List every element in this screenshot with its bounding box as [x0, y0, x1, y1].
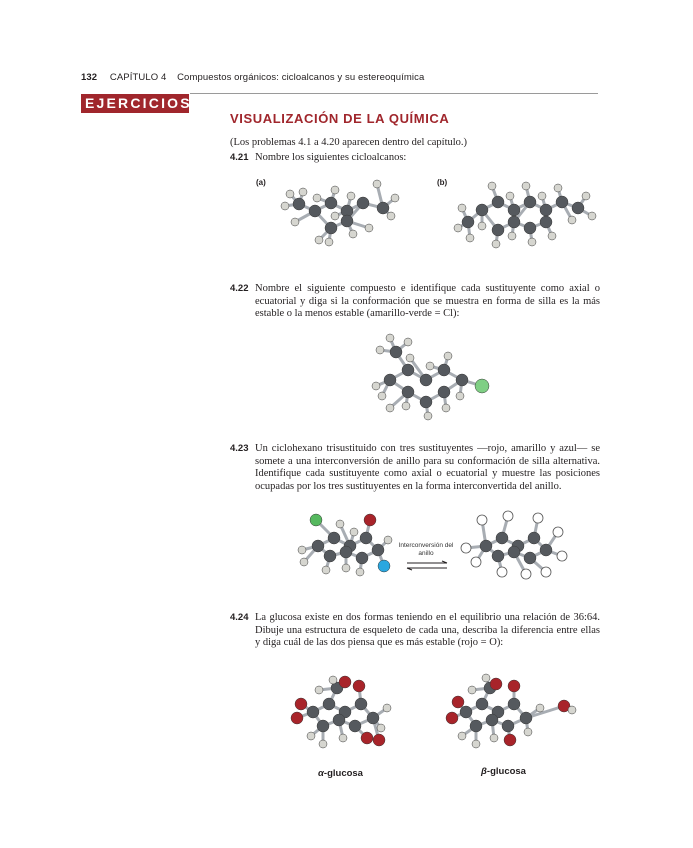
carbon-atom	[528, 532, 540, 544]
hydrogen-atom	[307, 732, 315, 740]
hydrogen-atom	[406, 354, 414, 362]
hydrogen-atom	[442, 404, 450, 412]
hydrogen-atom	[386, 404, 394, 412]
hydrogen-atom	[582, 192, 590, 200]
molecule-4-22	[350, 330, 500, 430]
running-head	[81, 72, 424, 83]
hydrogen-atom	[331, 212, 339, 220]
carbon-atom	[402, 364, 414, 376]
carbon-atom	[502, 720, 514, 732]
hydrogen-atom	[568, 216, 576, 224]
page-number: 132	[81, 72, 98, 83]
molecule-beta-glucose	[436, 674, 576, 754]
carbon-atom	[476, 204, 488, 216]
oxygen-atom	[504, 734, 516, 746]
carbon-atom	[520, 712, 532, 724]
hydrogen-atom	[404, 338, 412, 346]
hydrogen-atom	[315, 236, 323, 244]
header-rule	[190, 93, 598, 94]
carbon-atom	[438, 364, 450, 376]
empty-position	[553, 527, 563, 537]
hydrogen-atom	[508, 232, 516, 240]
empty-position	[461, 543, 471, 553]
carbon-atom	[508, 698, 520, 710]
carbon-atom	[333, 714, 345, 726]
hydrogen-atom	[325, 238, 333, 246]
section-title: VISUALIZACIÓN DE LA QUÍMICA	[230, 111, 450, 126]
hydrogen-atom	[466, 234, 474, 242]
oxygen-atom	[373, 734, 385, 746]
carbon-atom	[309, 205, 321, 217]
problem-text: Nombre los siguientes cicloalcanos:	[255, 152, 407, 163]
problem-text: La glucosa existe en dos formas teniendo en el equilibrio una relación de 36:64. Dibuje una estructura de esqueleto de cada una, describa la diferencia entre ellas y diga cuál de las dos piensa que es más estable (rojo = O):	[255, 612, 600, 649]
hydrogen-atom	[339, 734, 347, 742]
carbon-atom	[312, 540, 324, 552]
carbon-atom	[460, 706, 472, 718]
carbon-atom	[524, 552, 536, 564]
hydrogen-atom	[524, 728, 532, 736]
hydrogen-atom	[299, 188, 307, 196]
carbon-atom	[340, 546, 352, 558]
carbon-atom	[377, 202, 389, 214]
hydrogen-atom	[568, 706, 576, 714]
empty-position	[497, 567, 507, 577]
problem-text: Nombre el siguiente compuesto e identifique cada sustituyente como axial o ecuatorial y diga si la conformación que se muestra en forma de silla es la más estable o la menos estable (amarillo-verde = Cl):	[255, 283, 600, 320]
hydrogen-atom	[538, 192, 546, 200]
hydrogen-atom	[456, 392, 464, 400]
hydrogen-atom	[522, 182, 530, 190]
hydrogen-atom	[336, 520, 344, 528]
problem-4-24	[230, 612, 600, 650]
hydrogen-atom	[329, 676, 337, 684]
hydrogen-atom	[391, 194, 399, 202]
hydrogen-atom	[291, 218, 299, 226]
problem-number: 4.21	[230, 152, 249, 163]
hydrogen-atom	[482, 674, 490, 682]
carbon-atom	[420, 396, 432, 408]
oxygen-atom	[361, 732, 373, 744]
sublabel-b: (b)	[437, 178, 448, 187]
problem-number: 4.24	[230, 612, 249, 623]
oxygen-atom	[452, 696, 464, 708]
oxygen-atom	[339, 676, 351, 688]
blue-substituent	[378, 560, 390, 572]
hydrogen-atom	[376, 346, 384, 354]
hydrogen-atom	[298, 546, 306, 554]
chapter-label: CAPÍTULO 4	[109, 72, 167, 83]
carbon-atom	[356, 552, 368, 564]
carbon-atom	[325, 197, 337, 209]
oxygen-atom	[295, 698, 307, 710]
hydrogen-atom	[387, 212, 395, 220]
carbon-atom	[307, 706, 319, 718]
empty-position	[557, 551, 567, 561]
hydrogen-atom	[342, 564, 350, 572]
carbon-atom	[317, 720, 329, 732]
hydrogen-atom	[349, 230, 357, 238]
carbon-atom	[556, 196, 568, 208]
molecule-4-21b	[452, 176, 602, 266]
oxygen-atom	[446, 712, 458, 724]
carbon-atom	[508, 216, 520, 228]
problem-text: Un ciclohexano trisustituido con tres sustituyentes —rojo, amarillo y azul— se somete a una interconversión de anillo para su conformación de silla alternativa. Identifique cada sustituyente como axial o ecuatorial y muestre las posiciones ocupadas por los tres sustituyentes en la forma interconvertida del anillo.	[255, 443, 600, 492]
carbon-atom	[390, 346, 402, 358]
carbon-atom	[357, 197, 369, 209]
chlorine-atom	[475, 379, 489, 393]
carbon-atom	[476, 698, 488, 710]
carbon-atom	[540, 216, 552, 228]
hydrogen-atom	[490, 734, 498, 742]
problem-4-21	[230, 152, 600, 165]
hydrogen-atom	[300, 558, 308, 566]
hydrogen-atom	[383, 704, 391, 712]
chapter-title: Compuestos orgánicos: cicloalcanos y su estereoquímica	[177, 72, 425, 83]
carbon-atom	[384, 374, 396, 386]
carbon-atom	[328, 532, 340, 544]
hydrogen-atom	[458, 204, 466, 212]
carbon-atom	[293, 198, 305, 210]
caption-greek: β	[481, 766, 487, 777]
carbon-atom	[402, 386, 414, 398]
hydrogen-atom	[528, 238, 536, 246]
oxygen-atom	[291, 712, 303, 724]
hydrogen-atom	[386, 334, 394, 342]
carbon-atom	[492, 224, 504, 236]
carbon-atom	[456, 374, 468, 386]
hydrogen-atom	[444, 352, 452, 360]
hydrogen-atom	[347, 192, 355, 200]
carbon-atom	[360, 532, 372, 544]
hydrogen-atom	[588, 212, 596, 220]
hydrogen-atom	[454, 224, 462, 232]
carbon-atom	[572, 202, 584, 214]
problem-number: 4.22	[230, 283, 249, 294]
carbon-atom	[492, 196, 504, 208]
hydrogen-atom	[365, 224, 373, 232]
molecule-4-21a	[265, 176, 405, 266]
problems-note: (Los problemas 4.1 a 4.20 aparecen dentro del capítulo.)	[230, 137, 468, 148]
carbon-atom	[496, 532, 508, 544]
carbon-atom	[355, 698, 367, 710]
carbon-atom	[524, 222, 536, 234]
hydrogen-atom	[286, 190, 294, 198]
caption-greek: α	[318, 768, 324, 779]
molecule-4-23-right	[458, 510, 573, 590]
empty-position	[521, 569, 531, 579]
caption-alpha-glucose	[318, 768, 363, 779]
hydrogen-atom	[492, 240, 500, 248]
hydrogen-atom	[402, 402, 410, 410]
hydrogen-atom	[472, 740, 480, 748]
hydrogen-atom	[378, 392, 386, 400]
hydrogen-atom	[548, 232, 556, 240]
hydrogen-atom	[488, 182, 496, 190]
caption-text: -glucosa	[486, 766, 526, 777]
hydrogen-atom	[281, 202, 289, 210]
problem-4-22	[230, 283, 600, 321]
carbon-atom	[540, 204, 552, 216]
empty-position	[471, 557, 481, 567]
carbon-atom	[492, 550, 504, 562]
molecule-4-23-left	[290, 510, 400, 590]
oxygen-atom	[490, 678, 502, 690]
hydrogen-atom	[468, 686, 476, 694]
hydrogen-atom	[478, 222, 486, 230]
hydrogen-atom	[554, 184, 562, 192]
hydrogen-atom	[322, 566, 330, 574]
exercises-badge: EJERCICIOS	[81, 94, 189, 113]
carbon-atom	[470, 720, 482, 732]
equilibrium-arrows	[405, 561, 449, 571]
carbon-atom	[349, 720, 361, 732]
carbon-atom	[323, 698, 335, 710]
problem-4-23	[230, 443, 600, 493]
carbon-atom	[462, 216, 474, 228]
molecule-alpha-glucose	[283, 674, 403, 754]
hydrogen-atom	[536, 704, 544, 712]
empty-position	[533, 513, 543, 523]
empty-position	[503, 511, 513, 521]
hydrogen-atom	[319, 740, 327, 748]
hydrogen-atom	[426, 362, 434, 370]
oxygen-atom	[353, 680, 365, 692]
caption-text: -glucosa	[323, 768, 363, 779]
hydrogen-atom	[384, 536, 392, 544]
carbon-atom	[524, 196, 536, 208]
hydrogen-atom	[350, 528, 358, 536]
hydrogen-atom	[372, 382, 380, 390]
carbon-atom	[367, 712, 379, 724]
empty-position	[477, 515, 487, 525]
hydrogen-atom	[377, 724, 385, 732]
carbon-atom	[341, 215, 353, 227]
sublabel-a: (a)	[256, 178, 266, 187]
carbon-atom	[325, 222, 337, 234]
hydrogen-atom	[315, 686, 323, 694]
carbon-atom	[438, 386, 450, 398]
red-substituent	[364, 514, 376, 526]
oxygen-atom	[508, 680, 520, 692]
hydrogen-atom	[373, 180, 381, 188]
carbon-atom	[486, 714, 498, 726]
hydrogen-atom	[458, 732, 466, 740]
hydrogen-atom	[506, 192, 514, 200]
carbon-atom	[420, 374, 432, 386]
carbon-atom	[324, 550, 336, 562]
carbon-atom	[508, 204, 520, 216]
carbon-atom	[540, 544, 552, 556]
carbon-atom	[508, 546, 520, 558]
green-substituent	[310, 514, 322, 526]
hydrogen-atom	[331, 186, 339, 194]
hydrogen-atom	[313, 194, 321, 202]
problem-number: 4.23	[230, 443, 249, 454]
hydrogen-atom	[424, 412, 432, 420]
carbon-atom	[372, 544, 384, 556]
caption-beta-glucose	[481, 766, 526, 777]
hydrogen-atom	[356, 568, 364, 576]
ring-flip-label: Interconversión del anillo	[398, 542, 454, 557]
empty-position	[541, 567, 551, 577]
carbon-atom	[480, 540, 492, 552]
